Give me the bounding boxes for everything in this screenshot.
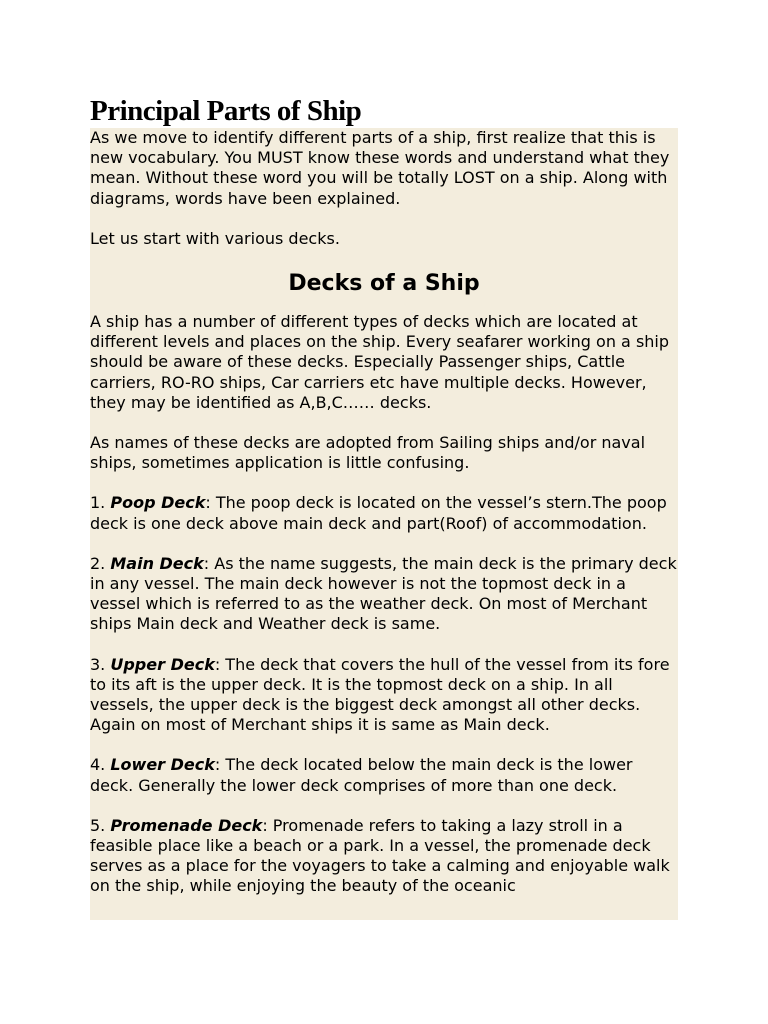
page-title: Principal Parts of Ship [90,95,362,127]
deck-description: : The deck that covers the hull of the vessel from its fore to its aft is the upper deck. It is the topmost deck on a ship. In all vessels, the upper deck is the biggest deck amongst all other decks. Again on most of Merchant ships it is same as Main deck. [90,654,670,735]
deck-item-main [90,554,678,635]
deck-number: 5. [90,815,111,835]
deck-term: Poop Deck [110,493,206,513]
deck-description: : As the name suggests, the main deck is the primary deck in any vessel. The main deck however is not the topmost deck in a vessel which is referred to as the weather deck. On most of Merchant ships Main deck and Weather deck is same. [90,553,677,634]
intro-paragraph: As we move to identify different parts of a ship, first realize that this is new vocabulary. You MUST know these words and understand what they mean. Without these word you will be totally LOST on a ship. Along with diagrams, words have been explained. [90,128,670,208]
deck-term: Promenade Deck [110,815,263,835]
deck-number: 1. [90,493,111,513]
deck-item-promenade [90,816,678,897]
deck-number: 4. [90,755,111,775]
article-body [90,128,678,920]
deck-item-lower [90,755,678,795]
deck-term: Lower Deck [110,755,215,775]
deck-term: Main Deck [110,553,204,573]
deck-number: 2. [90,553,111,573]
body-paragraph: As names of these decks are adopted from Sailing ships and/or naval ships, sometimes application is little confusing. [90,433,646,473]
deck-item-upper [90,655,678,736]
body-paragraph: A ship has a number of different types of decks which are located at different levels and places on the ship. Every seafarer working on a ship should be aware of these decks. Especially Passenger ships, Cattle carriers, RO-RO ships, Car carriers etc have multiple decks. However, they may be identified as A,B,C…… decks. [90,312,670,412]
deck-item-poop [90,493,678,533]
deck-description: : The deck located below the main deck is the lower deck. Generally the lower deck comprises of more than one deck. [90,755,633,795]
deck-term: Upper Deck [110,654,215,674]
deck-number: 3. [90,654,111,674]
deck-description: : Promenade refers to taking a lazy stroll in a feasible place like a beach or a park. In a vessel, the promenade deck serves as a place for the voyagers to take a calming and enjoyable walk on the ship, while enjoying the beauty of the oceanic [90,815,670,896]
section-heading: Decks of a Ship [288,271,480,297]
deck-description: : The poop deck is located on the vessel’s stern.The poop deck is one deck above main deck and part(Roof) of accommodation. [90,493,667,533]
intro-paragraph: Let us start with various decks. [90,228,340,248]
